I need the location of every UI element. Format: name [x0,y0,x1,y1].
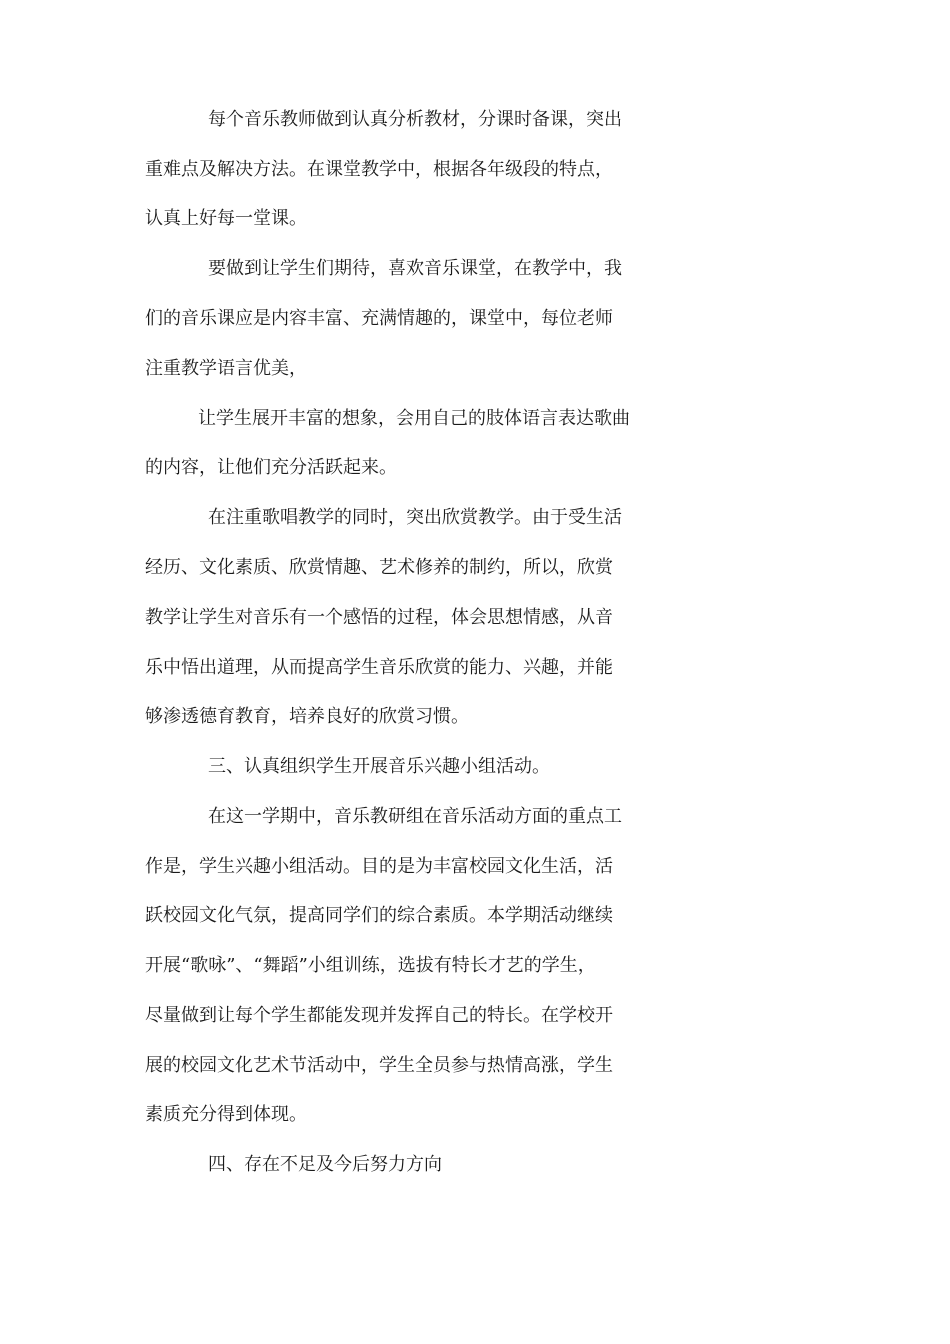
text-line: 经历、文化素质、欣赏情趣、艺术修养的制约，所以，欣赏 [145,557,613,578]
text-line: 跃校园文化气氛，提高同学们的综合素质。本学期活动继续 [145,905,613,926]
text-line: 够渗透德育教育，培养良好的欣赏习惯。 [145,706,469,727]
section-heading: 三、认真组织学生开展音乐兴趣小组活动。 [208,756,550,777]
text-line: 教学让学生对音乐有一个感悟的过程，体会思想情感，从音 [145,607,613,628]
text-line: 素质充分得到体现。 [145,1104,307,1125]
text-line: 乐中悟出道理，从而提高学生音乐欣赏的能力、兴趣，并能 [145,657,613,678]
text-line: 认真上好每一堂课。 [145,208,307,229]
text-line: 让学生展开丰富的想象，会用自己的肢体语言表达歌曲 [198,408,630,429]
text-line: 开展“歌咏”、“舞蹈”小组训练，选拔有特长才艺的学生， [145,955,596,976]
text-line: 在这一学期中，音乐教研组在音乐活动方面的重点工 [208,806,622,827]
text-line: 们的音乐课应是内容丰富、充满情趣的，课堂中，每位老师 [145,308,613,329]
text-line: 每个音乐教师做到认真分析教材，分课时备课，突出 [208,109,622,130]
text-line: 的内容，让他们充分活跃起来。 [145,457,397,478]
text-line: 要做到让学生们期待，喜欢音乐课堂，在教学中，我 [208,258,622,279]
text-line: 尽量做到让每个学生都能发现并发挥自己的特长。在学校开 [145,1005,613,1026]
section-heading: 四、存在不足及今后努力方向 [208,1154,442,1175]
text-line: 在注重歌唱教学的同时，突出欣赏教学。由于受生活 [208,507,622,528]
text-line: 注重教学语言优美， [145,358,307,379]
text-line: 展的校园文化艺术节活动中，学生全员参与热情高涨，学生 [145,1055,613,1076]
text-line: 作是，学生兴趣小组活动。目的是为丰富校园文化生活，活 [145,856,613,877]
text-line: 重难点及解决方法。在课堂教学中，根据各年级段的特点， [145,159,613,180]
